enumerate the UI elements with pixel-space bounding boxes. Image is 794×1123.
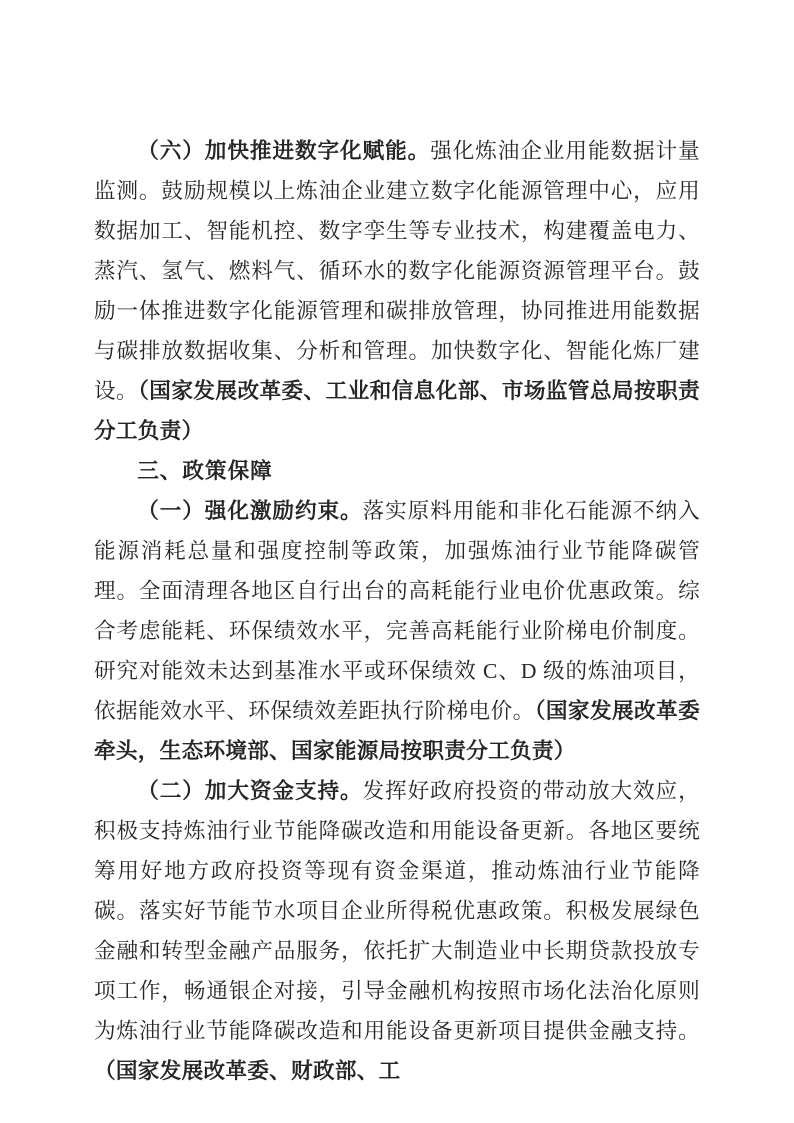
paragraph-six-text: 强化炼油企业用能数据计量监测。鼓励规模以上炼油企业建立数字化能源管理中心，应用数据加工、智能机控、数字孪生等专业技术，构建覆盖电力、蒸汽、氢气、燃料气、循环水的数字化能源资源管理平台。鼓励一体推进数字化能源管理和碳排放管理，协同推进用能数据与碳排放数据收集、分析和管理。加快数字化、智能化炼厂建设。 — [94, 139, 700, 403]
paragraph-six-lead: （六）加快推进数字化赋能。 — [137, 139, 431, 163]
paragraph-one-text: 落实原料用能和非化石能源不纳入能源消耗总量和强度控制等政策，加强炼油行业节能降碳管理。全面清理各地区自行出台的高耗能行业电价优惠政策。综合考虑能耗、环保绩效水平，完善高耗能行业阶梯电价制度。研究对能效未达到基准水平或环保绩效 C、D 级的炼油项目，依据能效水平、环保绩效差距执行阶梯电价。 — [94, 499, 700, 723]
paragraph-six-digitalization — [94, 131, 700, 451]
paragraph-one-lead: （一）强化激励约束。 — [137, 499, 363, 523]
paragraph-two-attribution: （国家发展改革委、财政部、工 — [94, 1059, 401, 1083]
section-heading-policy-support: 三、政策保障 — [137, 458, 273, 483]
paragraph-two-text: 发挥好政府投资的带动放大效应，积极支持炼油行业节能降碳改造和用能设备更新。各地区要统筹用好地方政府投资等现有资金渠道，推动炼油行业节能降碳。落实好节能节水项目企业所得税优惠政策。积极发展绿色金融和转型金融产品服务，依托扩大制造业中长期贷款投放专项工作，畅通银企对接，引导金融机构按照市场化法治化原则为炼油行业节能降碳改造和用能设备更新项目提供金融支持。 — [94, 779, 700, 1043]
paragraph-six-attribution: （国家发展改革委、工业和信息化部、市场监管总局按职责分工负责） — [94, 379, 700, 443]
paragraph-two-funding — [94, 771, 700, 1091]
paragraph-one-attribution: （国家发展改革委牵头，生态环境部、国家能源局按职责分工负责） — [94, 699, 700, 763]
paragraph-two-lead: （二）加大资金支持。 — [137, 779, 363, 803]
paragraph-one-incentives — [94, 491, 700, 771]
